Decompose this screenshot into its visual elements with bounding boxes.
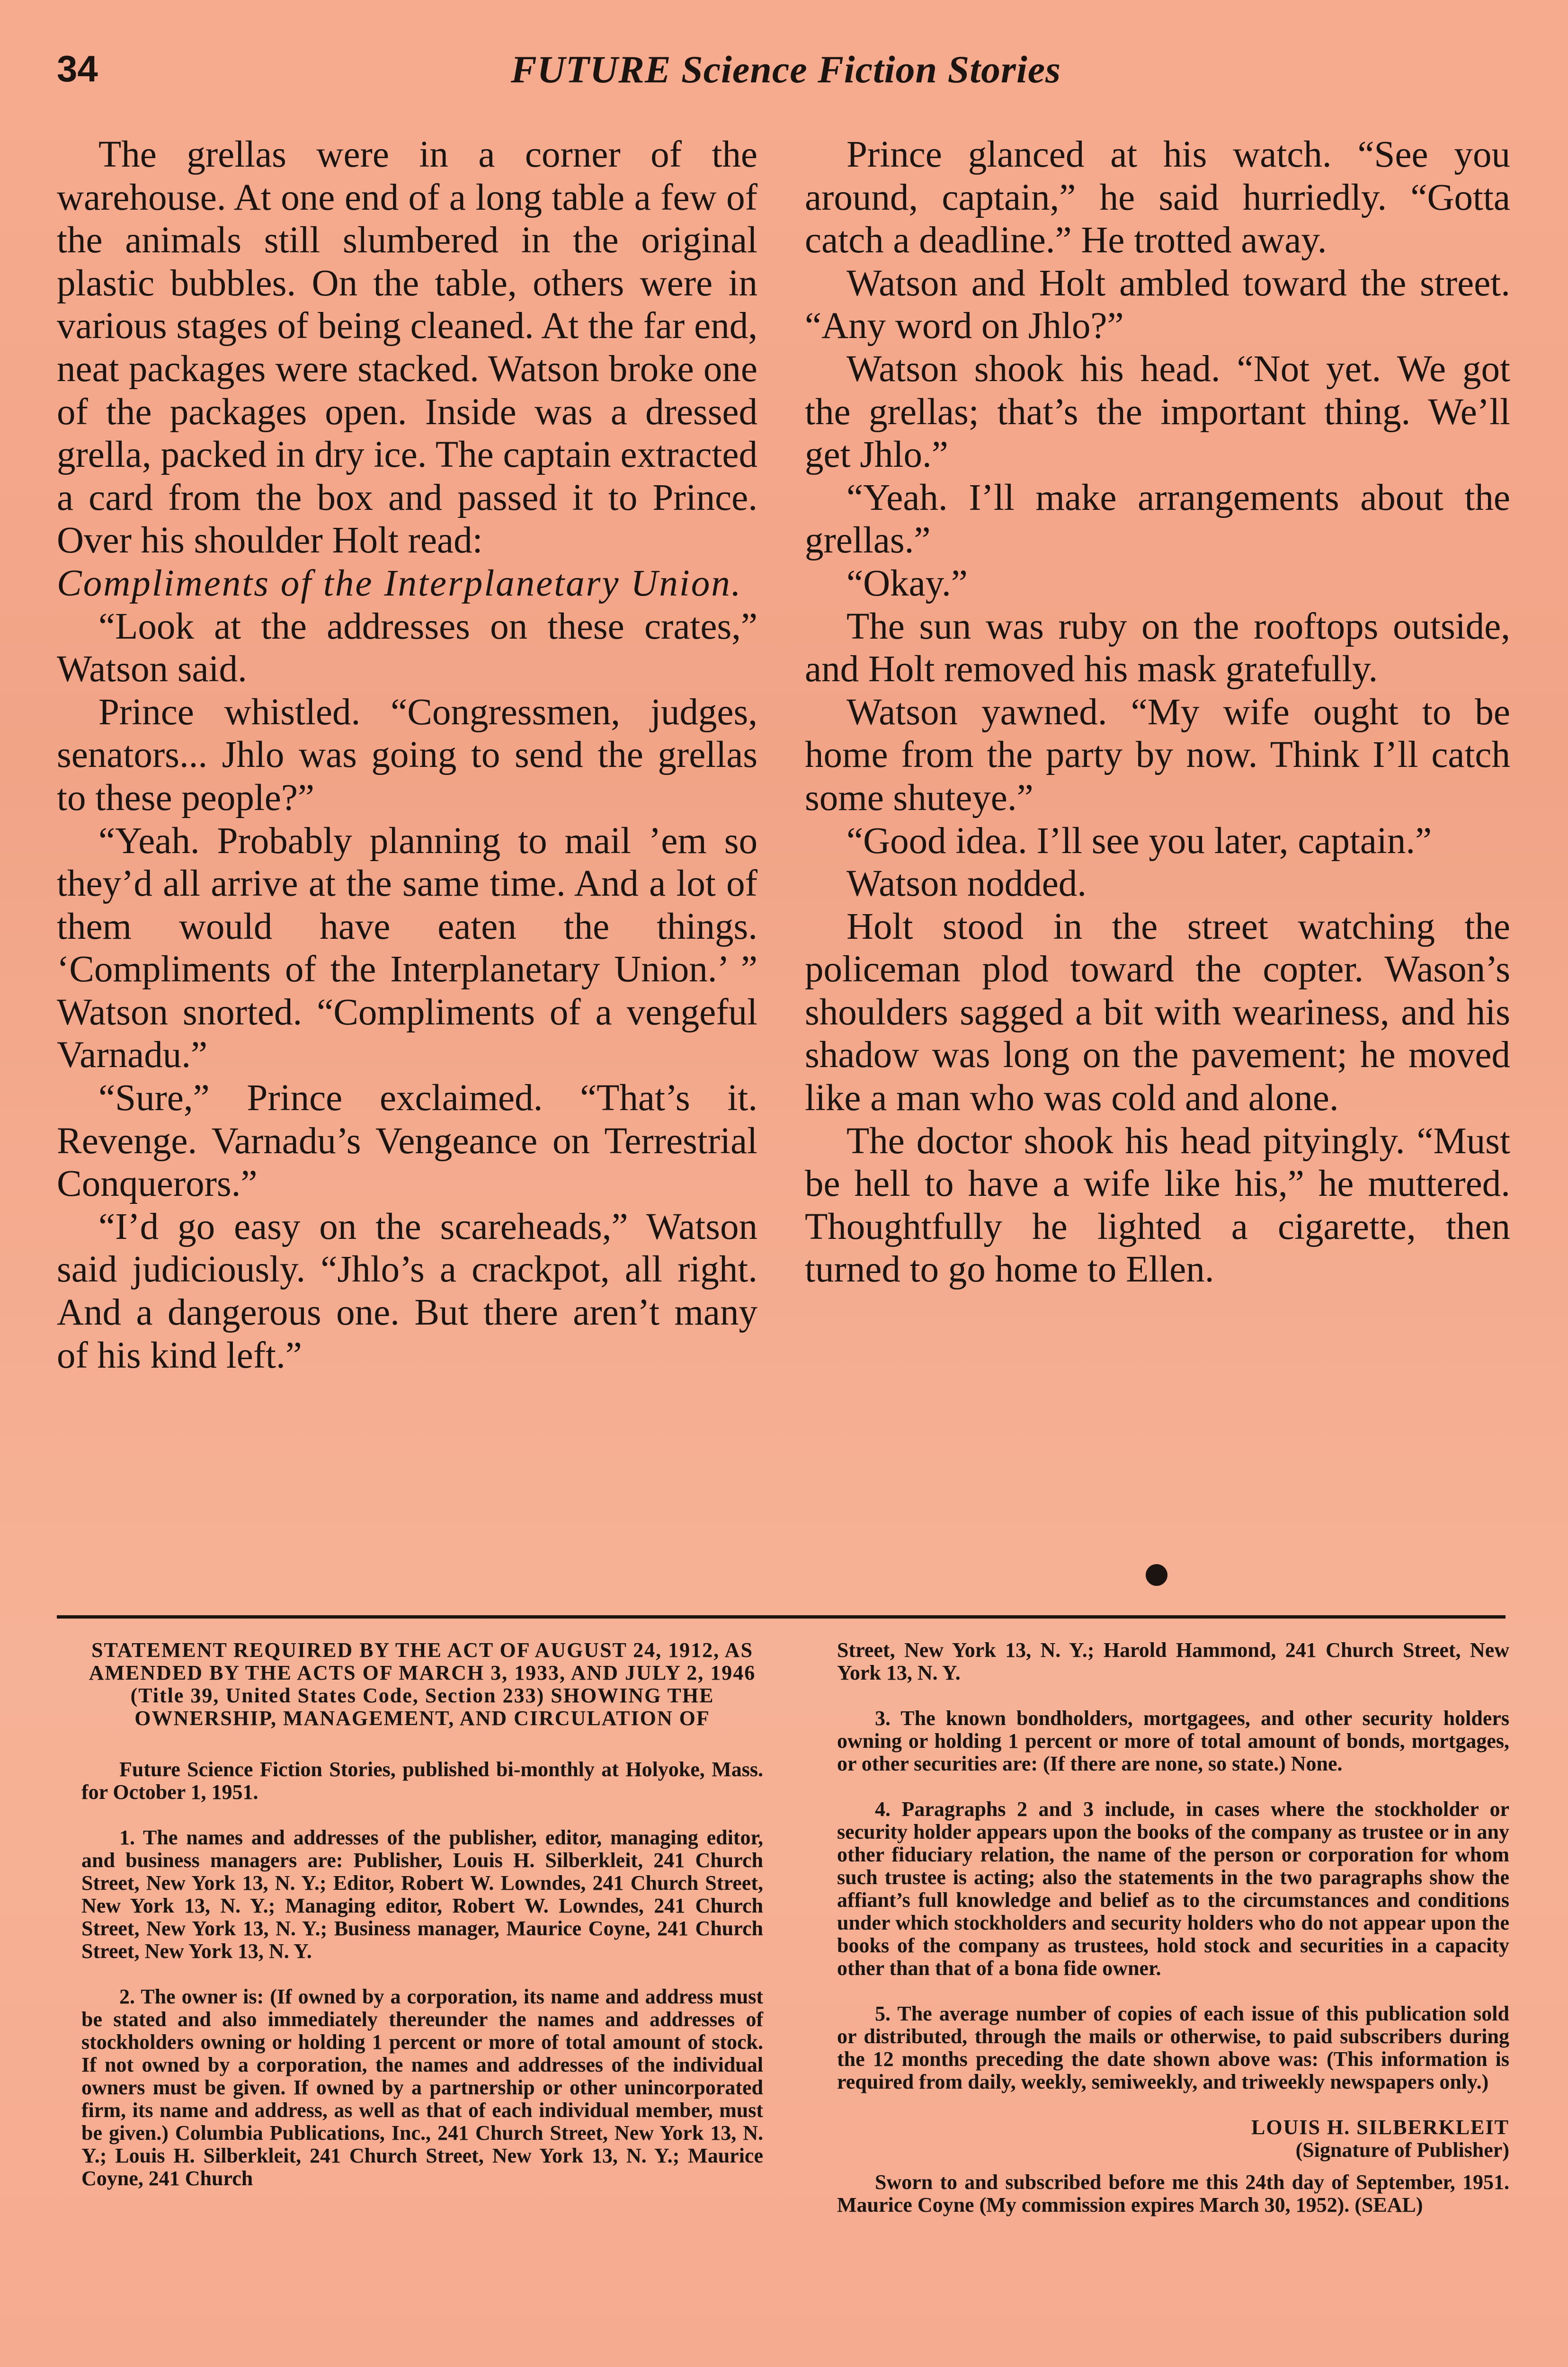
story-column-left [57, 133, 757, 1377]
story-end-dot [1146, 1564, 1167, 1586]
statement-intro: Future Science Fiction Stories, published bi-monthly at Holyoke, Mass. for October 1, 1951. [81, 1758, 763, 1804]
story-paragraph: “Okay.” [846, 562, 968, 604]
statement-paragraph-2-continued: Street, New York 13, N. Y.; Harold Hammond, 241 Church Street, New York 13, N. Y. [837, 1638, 1509, 1684]
story-paragraph: “Sure,” Prince exclaimed. “That’s it. Revenge. Varnadu’s Vengeance on Terrestrial Conquerors.” [57, 1077, 757, 1205]
sworn-statement: Sworn to and subscribed before me this 24th day of September, 1951. Maurice Coyne (My commission expires March 30, 1952). (SEAL) [837, 2171, 1509, 2216]
story-paragraph: Watson nodded. [846, 863, 1087, 905]
statement-paragraph-3: 3. The known bondholders, mortgagees, and other security holders owning or holding 1 percent or more of total amount of bonds, mortgages, or other securities are: (If there are none, so state.) None. [837, 1707, 1509, 1775]
story-paragraph: “I’d go easy on the scareheads,” Watson said judiciously. “Jhlo’s a crackpot, all right. And a dangerous one. But there aren’t many of his kind left.” [57, 1206, 757, 1376]
story-paragraph: Watson shook his head. “Not yet. We got the grellas; that’s the important thing. We’ll get Jhlo.” [805, 348, 1510, 476]
statement-paragraph-5: 5. The average number of copies of each issue of this publication sold or distributed, through the mails or otherwise, to paid subscribers during the 12 months preceding the date shown above was: (This information is required from daily, weekly, semiweekly, and triweekly newspapers only.) [837, 2002, 1509, 2093]
story-paragraph: Holt stood in the street watching the policeman plod toward the copter. Wason’s shoulders sagged a bit with weariness, and his shadow was long on the pavement; he moved like a man who was cold and alone. [805, 906, 1510, 1119]
story-paragraph: “Good idea. I’ll see you later, captain.” [846, 820, 1432, 862]
story-paragraph: Watson and Holt ambled toward the street. “Any word on Jhlo?” [805, 262, 1510, 347]
page-number: 34 [57, 48, 98, 89]
signature-label: (Signature of Publisher) [1295, 2138, 1509, 2162]
story-paragraph: “Yeah. Probably planning to mail ’em so they’d all arrive at the same time. And a lot of them would have eaten the things. ‘Compliments of the Interplanetary Union.’ ” Watson snorted. “Compliments of a vengeful Varnadu.” [57, 820, 757, 1076]
story-paragraph: Prince glanced at his watch. “See you around, captain,” he said hurriedly. “Gotta catch a deadline.” He trotted away. [805, 134, 1510, 261]
story-column-right [805, 133, 1510, 1291]
section-divider [57, 1615, 1506, 1619]
statement-paragraph-4: 4. Paragraphs 2 and 3 include, in cases where the stockholder or security holder appears upon the books of the company as trustee or in any other fiduciary relation, the name of the person or corporation for whom such trustee is acting; also the statements in the two paragraphs show the affiant’s full knowledge and belief as to the circumstances and conditions under which stockholders and security holders who do not appear upon the books of the company as trustees, hold stock and securities in a capacity other than that of a bona fide owner. [837, 1797, 1509, 1980]
story-paragraph: Watson yawned. “My wife ought to be home from the party by now. Think I’ll catch some shuteye.” [805, 691, 1510, 819]
statement-paragraph-2: 2. The owner is: (If owned by a corporation, its name and address must be stated and also immediately thereunder the names and addresses of stockholders owning or holding 1 percent or more of total amount of stock. If not owned by a corporation, the names and addresses of the individual owners must be given. If owned by a partnership or other unincorporated firm, its name and address, as well as that of each individual member, must be given.) Columbia Publications, Inc., 241 Church Street, New York 13, N. Y.; Louis H. Silberkleit, 241 Church Street, New York 13, N. Y.; Maurice Coyne, 241 Church [81, 1985, 763, 2190]
story-paragraph: “Look at the addresses on these crates,” Watson said. [57, 605, 757, 690]
story-card-text: Compliments of the Interplanetary Union. [57, 562, 742, 604]
story-paragraph: “Yeah. I’ll make arrangements about the grellas.” [805, 477, 1510, 561]
story-paragraph: The doctor shook his head pityingly. “Must be hell to have a wife like his,” he muttered. Thoughtfully he lighted a cigarette, then turned to go home to Ellen. [805, 1120, 1510, 1290]
statement-heading: STATEMENT REQUIRED BY THE ACT OF AUGUST 24, 1912, AS AMENDED BY THE ACTS OF MARCH 3, 1933, AND JULY 2, 1946 (Title 39, United States Code, Section 233) SHOWING THE OWNERSHIP, MANAGEMENT, AND CIRCULATION OF [89, 1638, 756, 1730]
story-paragraph: The sun was ruby on the rooftops outside, and Holt removed his mask gratefully. [805, 605, 1510, 690]
page-header [57, 47, 1515, 104]
statement-paragraph-1: 1. The names and addresses of the publisher, editor, managing editor, and business managers are: Publisher, Louis H. Silberkleit, 241 Church Street, New York 13, N. Y.; Editor, Robert W. Lowndes, 241 Church Street, New York 13, N. Y.; Managing editor, Robert W. Lowndes, 241 Church Street, New York 13, N. Y.; Business manager, Maurice Coyne, 241 Church Street, New York 13, N. Y. [81, 1826, 763, 1963]
ownership-statement-right [837, 1639, 1509, 2239]
story-paragraph: Prince whistled. “Congressmen, judges, senators... Jhlo was going to send the grellas to these people?” [57, 691, 757, 819]
story-paragraph: The grellas were in a corner of the warehouse. At one end of a long table a few of the animals still slumbered in the original plastic bubbles. On the table, others were in various stages of being cleaned. At the far end, neat packages were stacked. Watson broke one of the packages open. Inside was a dressed grella, packed in dry ice. The captain extracted a card from the box and passed it to Prince. Over his shoulder Holt read: [57, 134, 757, 561]
ownership-statement-left [81, 1639, 763, 2213]
signature-name: LOUIS H. SILBERKLEIT [1251, 2116, 1509, 2139]
magazine-title: FUTURE Science Fiction Stories [510, 48, 1061, 91]
